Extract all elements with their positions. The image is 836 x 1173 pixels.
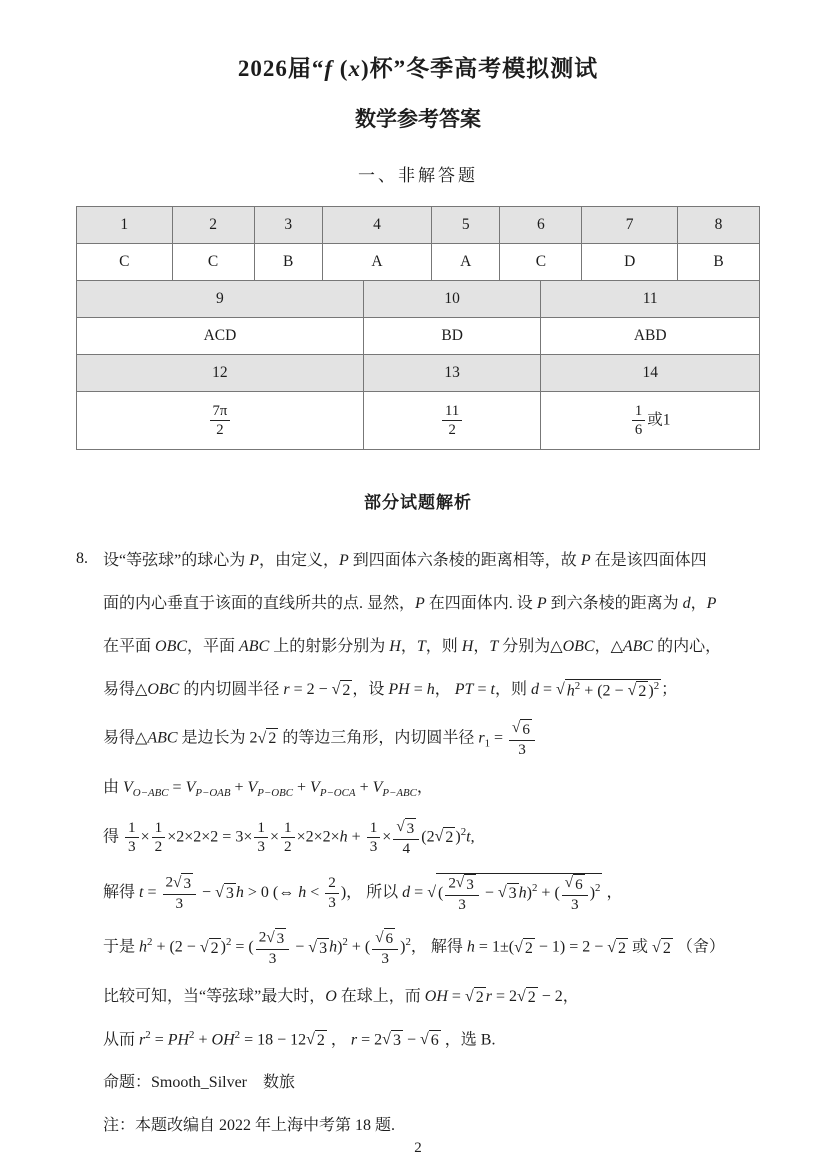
solution-line: 比较可知，当“等弦球”最大时，O 在球上，而 OH = √ 2 r = 2√ 2 − 2， bbox=[103, 988, 579, 1006]
table-answer-cell: $\frac{1}{6}$ 或1 bbox=[541, 392, 760, 450]
page-number: 2 bbox=[414, 1140, 422, 1156]
table-answer-cell: A bbox=[432, 244, 500, 281]
author-line: 命题：Smooth_Silver 数旅 bbox=[103, 1074, 296, 1092]
table-row-question-numbers-9-11 bbox=[77, 281, 760, 318]
solution-line: 易得△OBC 的内切圆半径 r = 2 − √ 2 ，设 PH = h， PT = t，则 d = √ $h^2 + (2$ − √ 2 )$^2$ ； bbox=[103, 679, 678, 700]
answer-table-bottom bbox=[76, 280, 760, 450]
note-line: 注：本题改编自 2022 年上海中考第 18 题. bbox=[103, 1117, 396, 1135]
table-header-cell: 13 bbox=[363, 355, 541, 392]
table-header-cell: 12 bbox=[77, 355, 364, 392]
table-answer-cell: ACD bbox=[77, 318, 364, 355]
table-header-cell: 7 bbox=[582, 207, 678, 244]
table-header-cell: 9 bbox=[77, 281, 364, 318]
table-answer-cell: $\frac{11}{2}$ bbox=[363, 392, 541, 450]
solution-line: 在平面 OBC，平面 ABC 上的射影分别为 H，T，则 H，T 分别为△OBC，△ABC 的内心， bbox=[103, 638, 722, 655]
solution-line: 从而 $r^2 = PH^2 + OH^2 = 18 - 12√$ 2 ， r = 2√ 3 − √ 6 ，选 B. bbox=[103, 1029, 496, 1050]
table-header-cell: 2 bbox=[172, 207, 254, 244]
table-header-cell: 3 bbox=[254, 207, 322, 244]
table-header-cell: 6 bbox=[500, 207, 582, 244]
solution-line: 得 $\frac{1}{3}$ × $\frac{1}{2}$ ×2×2×2 = 3× $\frac{1}{3}$ × $\frac{1}{2}$ ×2×2×h + $\frac{1}{3}$ × $\frac{√ 3}{4}$ (2√ 2 )$^2$t, bbox=[103, 818, 475, 857]
table-answer-cell: B bbox=[677, 244, 759, 281]
solution-line: 解得 t = $\frac{2√ 3}{3}$ − √ 3 h > 0 (⇔ h < $\frac{2}{3}$ )， 所以 d = √ ( $\frac{2√ 3}{3}$ − √ 3 h)$^2$ + ( $\frac{√ 6}{3}$ )$^2$ ， bbox=[103, 873, 623, 913]
answer-table-top bbox=[76, 206, 760, 281]
page-title: 2026届“f (x)杯”冬季高考模拟测试 bbox=[237, 56, 599, 81]
solution-line: 由 $V_{O-ABC} = V_{P-OAB} + V_{P-OBC} + V_{P-OCA} + V_{P-ABC}$， bbox=[103, 778, 433, 799]
table-answer-cell: C bbox=[500, 244, 582, 281]
table-row-answers-1-8 bbox=[77, 244, 760, 281]
table-header-cell: 4 bbox=[322, 207, 431, 244]
table-header-cell: 5 bbox=[432, 207, 500, 244]
section-heading-solutions: 部分试题解析 bbox=[364, 493, 472, 512]
question-number: 8. bbox=[76, 550, 88, 567]
table-answer-cell: A bbox=[322, 244, 431, 281]
table-header-cell: 1 bbox=[77, 207, 173, 244]
table-row-answers-9-11 bbox=[77, 318, 760, 355]
table-header-cell: 10 bbox=[363, 281, 541, 318]
solution-item-8 bbox=[76, 547, 760, 1140]
page-subtitle: 数学参考答案 bbox=[355, 108, 481, 131]
solution-line: 于是 $h^2 + (2$ − √ 2 )$^2$ = ( $\frac{2√ 3}{3}$ − √ 3 h)$^2$ + ( $\frac{√ 6}{3}$ )$^2$， 解得 h = 1±(√ 2 − 1) = 2 − √ 2 或 √ 2 （舍） bbox=[103, 928, 725, 968]
table-answer-cell: ABD bbox=[541, 318, 760, 355]
table-header-cell: 14 bbox=[541, 355, 760, 392]
table-row-question-numbers-1-8 bbox=[77, 207, 760, 244]
table-answer-cell: B bbox=[254, 244, 322, 281]
table-row-question-numbers-12-14 bbox=[77, 355, 760, 392]
table-row-answers-12-14 bbox=[77, 392, 760, 450]
table-answer-cell: C bbox=[77, 244, 173, 281]
table-answer-cell: D bbox=[582, 244, 678, 281]
table-header-cell: 11 bbox=[541, 281, 760, 318]
solution-line: 易得△ABC 是边长为 2√ 2 的等边三角形，内切圆半径 $r_1$ = $\frac{√ 6}{3}$ bbox=[103, 719, 760, 759]
table-answer-cell: $\frac{7\pi}{2}$ bbox=[77, 392, 364, 450]
table-answer-cell: BD bbox=[363, 318, 541, 355]
solution-line: 面的内心垂直于该面的直线所共的点. 显然，P 在四面体内. 设 P 到六条棱的距离为 d，P bbox=[103, 595, 717, 612]
table-header-cell: 8 bbox=[677, 207, 759, 244]
solution-line: 设“等弦球”的球心为 P，由定义，P 到四面体六条棱的距离相等，故 P 在是该四面体四 bbox=[103, 552, 707, 569]
table-answer-cell: C bbox=[172, 244, 254, 281]
section-heading-objective: 一、非解答题 bbox=[358, 166, 478, 185]
